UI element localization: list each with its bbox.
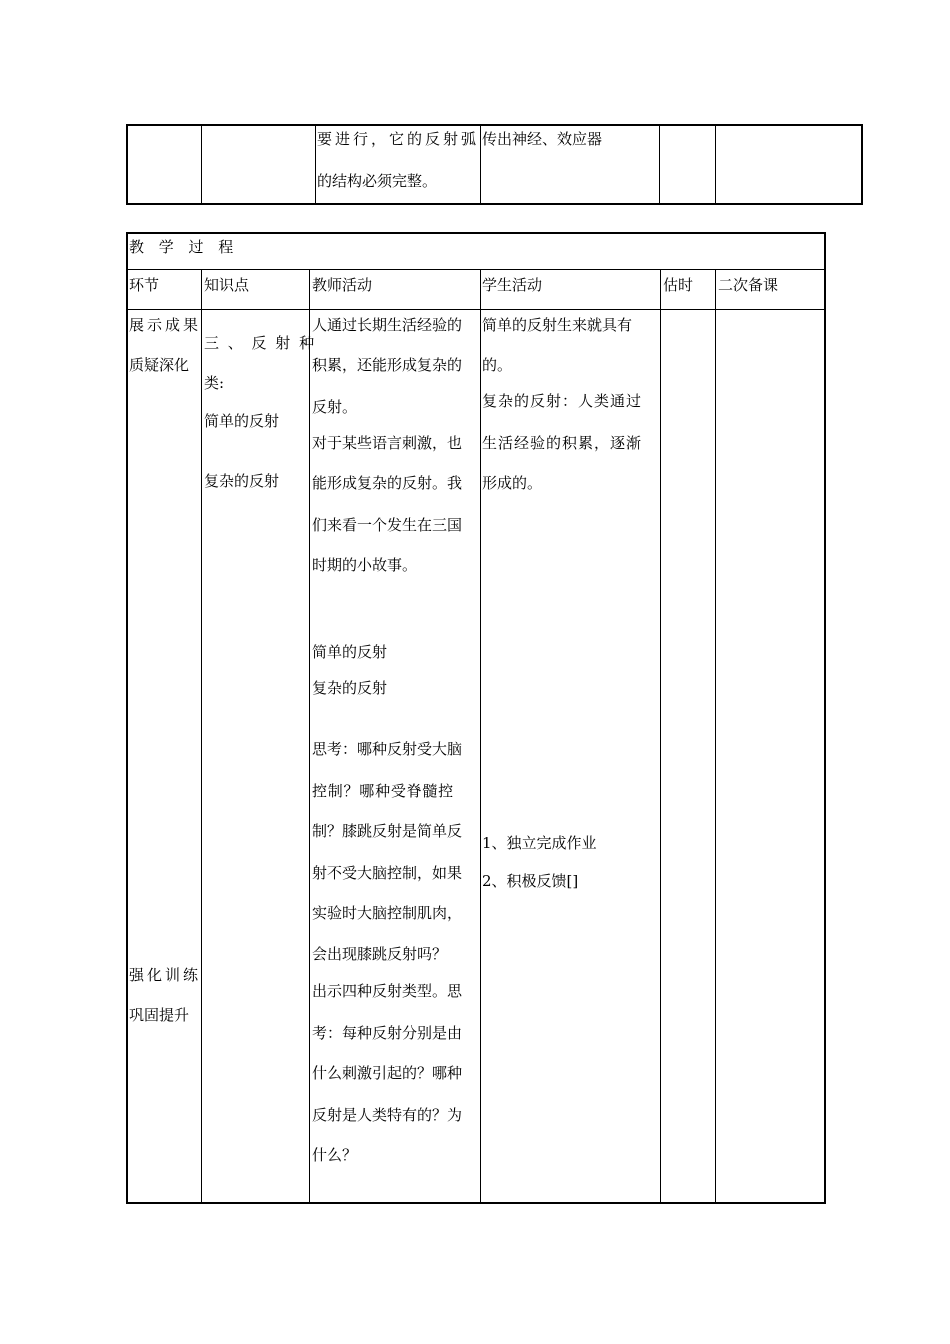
process-table-border-left [126,232,128,1204]
header-time: 估时 [663,276,694,294]
top-table-col-divider [480,124,481,205]
process-table-col-divider [660,269,661,1204]
stage-line: 巩固提升 [129,1006,190,1024]
process-table-border-right [824,232,826,1204]
teacher-line: 人通过长期生活经验的 [312,316,463,334]
stage-line: 强化训练 [129,966,202,984]
knowledge-line: 复杂的反射 [204,472,280,490]
header-teacher: 教师活动 [312,276,373,294]
process-table-col-divider [309,269,310,1204]
top-teacher-line: 的结构必须完整。 [317,172,438,190]
process-table-border-bottom [126,1202,826,1204]
knowledge-line: 类: [204,374,225,392]
top-table-border-right [861,124,863,205]
top-table-border-top [126,124,863,126]
teacher-line: 复杂的反射 [312,679,388,697]
top-table-col-divider [659,124,660,205]
process-table-col-divider [201,269,202,1204]
top-teacher-line: 要进行，它的反射弧 [317,130,480,148]
stage-line: 质疑深化 [129,356,190,374]
header-stage: 环节 [129,276,160,294]
teacher-line: 什么刺激引起的？哪种 [312,1064,463,1082]
teacher-line: 射不受大脑控制，如果 [312,864,463,882]
top-table-col-divider [315,124,316,205]
teacher-line: 时期的小故事。 [312,556,418,574]
student-line: 生活经验的积累，逐渐 [482,434,643,452]
teacher-line: 们来看一个发生在三国 [312,516,463,534]
top-table-col-divider [715,124,716,205]
process-table-row-divider [126,309,826,310]
process-table-title: 教 学 过 程 [129,238,239,256]
process-table-row-divider [126,269,826,270]
process-table-col-divider [480,269,481,1204]
teacher-line: 反射是人类特有的？为 [312,1106,463,1124]
student-line: 复杂的反射：人类通过 [482,392,643,410]
teacher-line: 会出现膝跳反射吗？ [312,945,448,963]
header-knowledge: 知识点 [204,276,250,294]
header-notes: 二次备课 [718,276,779,294]
knowledge-line: 简单的反射 [204,412,280,430]
header-student: 学生活动 [482,276,543,294]
top-table-border-left [126,124,128,205]
student-line: 的。 [482,356,513,374]
process-table-border-top [126,232,826,234]
student-line: 2、积极反馈[] [482,872,579,890]
teacher-line: 实验时大脑控制肌肉， [312,904,463,922]
student-line: 简单的反射生来就具有 [482,316,633,334]
teacher-line: 什么？ [312,1146,358,1164]
student-line: 1、独立完成作业 [482,834,597,852]
teacher-line: 制？膝跳反射是简单反 [312,822,463,840]
process-table-col-divider [715,269,716,1204]
top-table-border-bottom [126,203,863,205]
teacher-line: 思考：哪种反射受大脑 [312,740,463,758]
stage-line: 展示成果 [129,316,202,334]
teacher-line: 积累，还能形成复杂的 [312,356,463,374]
top-table-col-divider [201,124,202,205]
teacher-line: 能形成复杂的反射。我 [312,474,463,492]
teacher-line: 反射。 [312,398,358,416]
teacher-line: 控 制 ？ 哪 种 受 脊 髓 控 [312,782,452,800]
student-line: 形成的。 [482,474,543,492]
teacher-line: 对于某些语言刺激，也 [312,434,463,452]
top-student-text: 传出神经、效应器 [482,130,603,148]
teacher-line: 考：每种反射分别是由 [312,1024,463,1042]
knowledge-line: 三 、 反 射 种 [204,334,317,352]
teacher-line: 出示四种反射类型。思 [312,982,463,1000]
teacher-line: 简单的反射 [312,643,388,661]
